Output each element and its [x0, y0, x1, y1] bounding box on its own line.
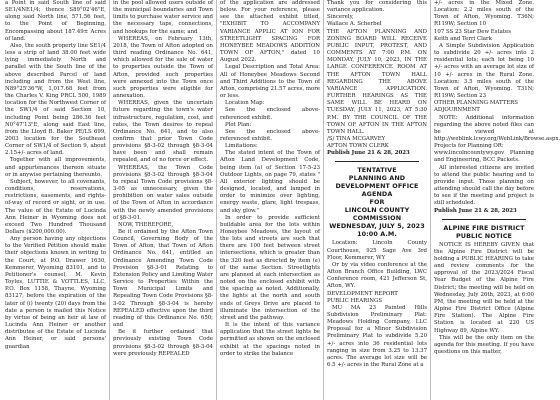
- notice-paragraph: A Simple Subdivision Application to subdivide 20 +/- acres into 2 residential lots; each lot being 10 +/- acres with an average lot size of 10 +/- acres in the Rural Zone. Location: 3.5 miles south of the Town of Afton, Wyoming. T31N; R119W; Section 23: [434, 42, 534, 100]
- publish-dates: Publish June 21 & 28, 2023: [327, 150, 410, 157]
- publish-dates: Publish June 21 & 28, 2023: [434, 207, 517, 214]
- notice-heading: TENTATIVE PLANNING AND DEVELOPMENT OFFICE AGENDA FOR LINCOLN COUNTY COMMISSION WEDNESDAY, JULY 5, 2023 10:00 A.M.: [329, 166, 425, 239]
- notice-paragraph: Also, the south property line SE1/4 less a strip of land 38.00 feet wide lying immediately North and parallel with the South line of the above described Parcel of land including and from the West line, N89°25'36"W, 1,017.68 feet from the Charles V. King PRCL 500, 1989 location for the Northwest Corner of the SW1/4 of said Section 10, including Point being 286.36 feet N0°47'13"E, along said East line, from the Lloyd B. Baker PE/LS 699, 2003 location for the Southeast Corner of SW1/4 of Section 9, about 2.15+/- acres of land.: [5, 42, 106, 157]
- notice-paragraph: It is the intent of this variance application that the street lights be permitted as shown on the enclosed exhibit at the spacings noted in order to strike the balance: [220, 322, 320, 357]
- notice-paragraph: Any person having any objections to the Verified Petition should make their objections known in writing to the Court, at P.O. Drawer 1630, Kemmerer, Wyoming 83101, and to Petitioner's counsel, M. Kevin Toyles, LUTTIE & VOTTLES, LLC, P.O. Box 1158, Thayne, Wyoming 83127, before the expiration of the later of (i) twenty (20) days from the date a person is mailed this Notice by virtue of being an heir at law of Lucinda Ann Heiner or another distributee of the Estate of Lucinda Ann Heiner, or said persons' guardian: [5, 236, 106, 350]
- notice-paragraph: This will be the only item on the agenda for this meeting. If you have questions on this matter,: [434, 334, 534, 356]
- notice-paragraph: NOW, THEREFORE,: [118, 221, 174, 228]
- notice-paragraph: OTHER PLANNING MATTERS ADJOURNMENT: [434, 100, 518, 114]
- notice-paragraph: +/- acres in the Mixed Zone. Location: 2.2 miles south of the Town of Afton, Wyoming. T36N; R119W; Section 10: [434, 0, 534, 28]
- notice-paragraph: Wallace A. Scherbel: [327, 21, 382, 28]
- notice-paragraph: a Point in said South line of said SE1/4NE1/4; thence S89°02'46"E, along said North line, 571.56 feet, to the Point of Beginning, Encompassing about 187.49± Acres of land.: [5, 0, 106, 42]
- notice-divider: [442, 219, 526, 220]
- notice-paragraph: Plot Plan:: [225, 121, 252, 128]
- notice-paragraph: The stated intent of the Town of Afton Land Development Code, being item (a) of Section 17-5-23 Outdoor Lights, on page 79, states " All exterior lighting should be designed, located, and lamped in order to minimize over lighting, energy waste, glare, light trespass, and sky glow.": [220, 150, 320, 214]
- notice-paragraph: WHEREAS, on February 13th, 2018, the Town of Afton adopted on third reading Ordinance No. 641, which allowed for the sale of water to properties outside the Town of Afton, provided such properties were annexed into the Town once such properties were eligible for annexation.: [113, 35, 213, 100]
- notice-paragraph: DEVELOPMENT REPORT PUBLIC HEARINGS: [327, 290, 398, 304]
- notice-paragraph: All interested citizens are invited to attend the public hearing and to provide input. Those planning on attending should call the day before to see if the meeting and project is still scheduled.: [434, 164, 534, 207]
- notice-paragraph: Legal Description and Total Area: All of Honeybee Meadows Second and Third Additions to the Town of Afton, comprising 21.57 acres, more or less.: [220, 64, 320, 100]
- column-5: [430, 0, 560, 400]
- notice-paragraph: Keith and Terri Clark: [434, 35, 492, 42]
- notice-paragraph: Together with all improvements, and appurtenances thereon situate or in anywise pertaining thereunto.: [5, 157, 106, 178]
- notice-paragraph: in the pool allowed users outside of the municipal boundaries and Town limits to purchase water service and the necessary taps, connections, and hookups for the same; and: [113, 0, 213, 35]
- notice-paragraph: Location Map:: [225, 100, 265, 107]
- notice-paragraph: Sincerely,: [327, 14, 354, 21]
- notice-paragraph: of the application are addressed below. For your reference, please see the attached exhibit titled, "EXHIBIT TO ACCOMPANY VARIANCE APPLIC AT ION FOR STREETLIGHT SPACING FOR HONEYBEE MEADOWS ADDITION TOWN OF AFTON," dated 10 August 2022.: [220, 0, 320, 64]
- notice-heading: ALPINE FIRE DISTRICT PUBLIC NOTICE: [443, 223, 525, 240]
- notice-paragraph: WHEREAS, the Town Code provisions §8-3-02 through §8-3-04 to repeal Town Code provisions §8-3-05 as unnecessary, given the prohibition on water sales outside of the Town of Afton in accordance with the newly amended provisions of §8-3-01.: [113, 164, 213, 221]
- column-2: [109, 0, 216, 400]
- notice-paragraph: THE AFTON PLANNING AND ZONING BOARD WILL RECEIVE PUBLIC INPUT, PROTEST, AND COMMENTS AT 7:00 P.M. ON MONDAY, JULY 10, 2023, IN THE LARGE CONFERENCE ROOM AT THE AFTON TOWN HALL REGARDING THE ABOVE VARIANCE APPLICATION. FURTHER HEARINGS AS THE SAME WILL BE HEARD ON TUESDAY, JULY 11, 2023, AT 5:30 P.M. BY THE COUNCIL OF THE TOWN OF AFTON IN THE AFTON TOWN HALL.: [327, 28, 427, 135]
- notice-paragraph: Be it ordained by the Afton Town Council, Governing Body of the Town of Afton, that Town of Afton Ordinance No. 641, entitled an Ordinance Amending Town Code Provision §8-3-01 Relating to Extension Policy and Limiting Water Service to Properties Within the Town Municipal Limits and Repealing Town Code Provisions §8-3-02 Through §8-3-04 is hereby REPEALED effective upon the third reading of this Ordinance No. 650; and: [113, 229, 213, 329]
- notice-paragraph: Thank you for considering this variance application.: [327, 0, 427, 14]
- notice-paragraph: Or by via video conference at the Afton Branch Office Building, LWC Conference room, 421 Jefferson St, Afton, WY.: [327, 261, 427, 290]
- notice-paragraph: NOTICE IS HEREBY GIVEN that the Alpine Fire District will be holding a PUBLIC HEARING to take and review comments for the approval of the 2023/2024 Fiscal Year Budget of the Alpine Fire District; the meeting will be held on Wednesday, July 26th, 2023, at 6:00 PM, the meeting will be held at the Alpine Fire District Office (Alpine Fire Station). The Alpine Fire Station is located at 220 US Highway 89, Alpine WY.: [434, 241, 534, 334]
- notice-paragraph: Limitations:: [225, 143, 258, 150]
- notice-paragraph: In order to provide sufficient buildable area for the lots within Honeybee Meadows, the layout of the lots and streets are such that there are 100 feet between street intersections, which is greater than the 320 feet as directed by item (e) of the same Section. Streetlights are planned at each intersection as noted on the enclosed exhibit with the spacing as noted. Additionally, the lights at the north and south ends of Greys Drive are placed to illuminate the intersection of the street and the pathway.: [220, 214, 320, 321]
- notice-divider: [335, 161, 419, 162]
- notice-paragraph: 107 SS 23 Star Dew Estates: [434, 28, 511, 35]
- notice-paragraph: MU MA 23 Painted Hills Subdivision Preliminary Plat: Meadows Holding Company, LLC Proposal for a Minor Subdivision Preliminary Plat to subdivide 5.20 +/- acres into 36 residential lots ranging in size from 3.25 to 13.37 acres. The average lot size will be 6.5 +/- acres in the Rural Zone at a: [327, 304, 427, 369]
- notice-paragraph: Location: Lincoln County Courthouse, 925 Sage Ave 3rd Floor, Kemmerer, WY: [327, 240, 427, 261]
- column-3: [216, 0, 323, 400]
- notice-paragraph: WHEREAS, given the uncertain future regarding the town's water infrastructure, regulation, cost, and rates, the Town desires to repeal Ordinance No. 641, and to also confirm that prior Town Code provisions §8-3-02 through §8-3-04 have been and shall remain repealed, and of no force or effect.: [113, 100, 213, 164]
- notice-paragraph: See the enclosed above-referenced exhibit.: [220, 128, 320, 142]
- column-1: [2, 0, 109, 400]
- notice-paragraph: See the enclosed above-referenced exhibit.: [220, 107, 320, 121]
- notice-paragraph: NOTE: Additional information regarding the above noted files can be viewed at http://weblink.lcwy.org/WebLink/Browse.aspx. Projects for Planning OR:: [434, 114, 560, 150]
- notice-paragraph: /S/ TINA MCGARVEY AFTON TOWN CLERK: [327, 135, 389, 150]
- notice-paragraph: Be it further ordained that previously existing Town Code provisions §8-3-02 through §8-3-04 were previously REPEALED: [113, 329, 213, 357]
- notice-paragraph: www.lincolncountywy.gov Planning and Engineering, BCC Packets.: [434, 150, 534, 164]
- column-4: [323, 0, 430, 400]
- notice-paragraph: Subject, however, to all covenants, conditions, reservations, restrictions, easements, and rights-of-way of record or sight, or in use. The value of the Estate of Lucinda Ann Heiner in Wyoming does not exceed Two Hundred Thousand Dollars ($200,000.00).: [5, 178, 106, 235]
